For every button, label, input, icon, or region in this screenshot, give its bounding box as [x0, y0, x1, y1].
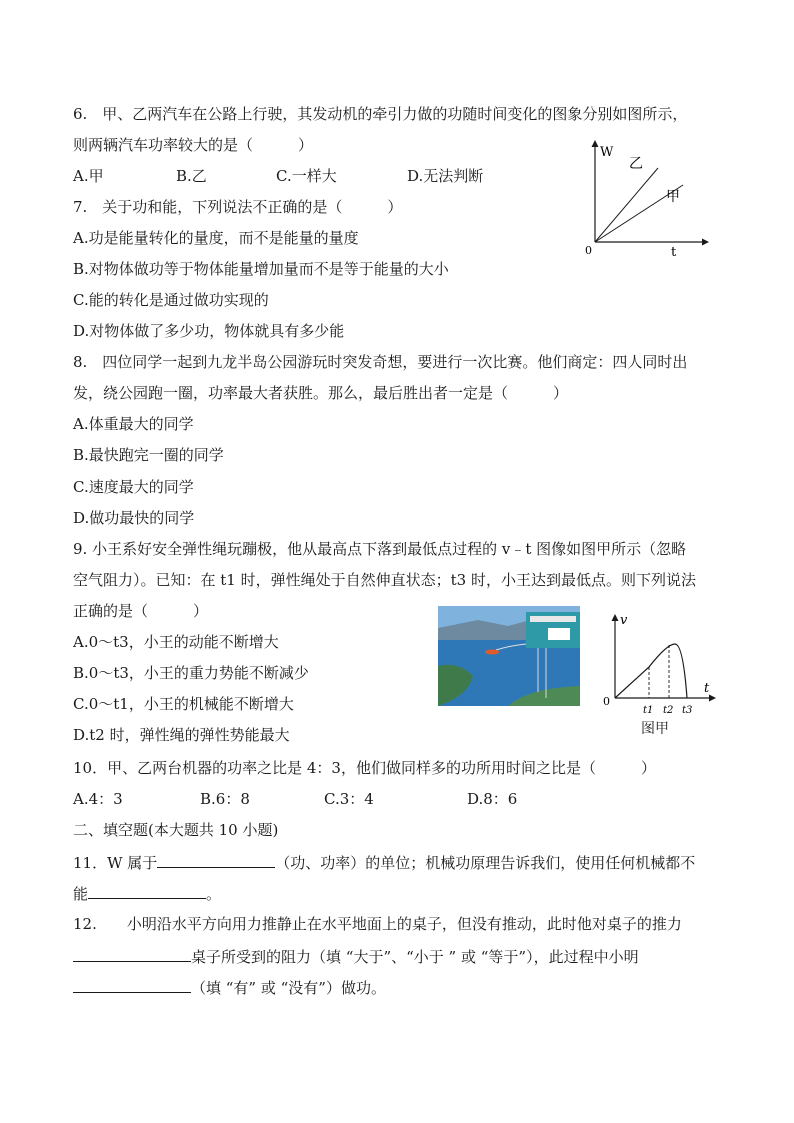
q12-line2: [73, 945, 639, 967]
q11-text-3: 能: [73, 885, 89, 903]
q8-option-c: C.速度最大的同学: [73, 478, 194, 496]
q11-blank-1[interactable]: [157, 851, 275, 868]
q7-option-c: C.能的转化是通过做功实现的: [73, 291, 269, 309]
q11-text-4: 。: [206, 885, 222, 903]
q6-y-arrow: [592, 140, 599, 147]
bungee-photo: [438, 606, 580, 706]
q6-x-label: t: [671, 245, 677, 258]
q8-option-d: D.做功最快的同学: [73, 509, 195, 527]
q11-text-1: 11．W 属于: [73, 854, 158, 872]
q8-stem-line1: 8. 四位同学一起到九龙半岛公园游玩时突发奇想，要进行一次比赛。他们商定：四人同时出: [73, 353, 688, 371]
q10-option-c: C.3：4: [324, 790, 374, 808]
q6-stem-line2: 则两辆汽车功率较大的是（ ）: [73, 136, 314, 154]
q9-option-d: D.t2 时，弹性绳的弹性势能最大: [73, 726, 290, 744]
q6-origin-label: 0: [585, 244, 592, 257]
q8-option-b: B.最快跑完一圈的同学: [73, 446, 224, 464]
q6-option-b: B.乙: [176, 167, 207, 185]
q6-x-arrow: [702, 239, 709, 246]
q7-option-a: A.功是能量转化的量度，而不是能量的量度: [73, 229, 359, 247]
q11-blank-2[interactable]: [88, 882, 206, 899]
q9-velocity-curve: [615, 644, 687, 698]
q7-stem: 7. 关于功和能，下列说法不正确的是（ ）: [73, 198, 403, 216]
q8-option-a: A.体重最大的同学: [73, 415, 194, 433]
q9-velocity-time-graph: [597, 612, 717, 720]
q9-origin-label: 0: [603, 695, 610, 708]
q6-jia-label: 甲: [666, 189, 680, 205]
q9-option-b: B.0～t3，小王的重力势能不断减少: [73, 664, 309, 682]
photo-jumper: [485, 650, 499, 655]
q9-figure-caption: 图甲: [641, 721, 669, 737]
q9-y-arrow: [612, 614, 619, 621]
q12-line3: [73, 976, 386, 998]
q7-option-d: D.对物体做了多少功，物体就具有多少能: [73, 322, 345, 340]
q11-line2: [73, 882, 221, 904]
q10-option-b: B.6：8: [200, 790, 250, 808]
q12-text-2: 桌子所受到的阻力（填 “大于”、“小于 ” 或 “等于”），此过程中小明: [191, 948, 639, 966]
q12-blank-1[interactable]: [73, 945, 191, 962]
q12-blank-2[interactable]: [73, 976, 191, 993]
q7-option-b: B.对物体做功等于物体能量增加量而不是等于能量的大小: [73, 260, 449, 278]
q10-stem: 10．甲、乙两台机器的功率之比是 4：3，他们做同样多的功所用时间之比是（ ）: [73, 759, 656, 777]
q6-line-yi: [595, 168, 658, 242]
q12-line1: 12. 小明沿水平方向用力推静止在水平地面上的桌子，但没有推动，此时他对桌子的推力: [73, 915, 682, 933]
q9-t2-label: t2: [663, 705, 674, 716]
q9-stem-line3: 正确的是（ ）: [73, 602, 209, 620]
q9-option-a: A.0～t3，小王的动能不断增大: [73, 633, 279, 651]
q10-option-a: A.4：3: [73, 790, 123, 808]
q10-option-d: D.8：6: [467, 790, 518, 808]
q9-x-label: t: [704, 681, 710, 696]
q8-stem-line2: 发，绕公园跑一圈，功率最大者获胜。那么，最后胜出者一定是（ ）: [73, 384, 569, 402]
q6-yi-label: 乙: [629, 156, 643, 172]
q9-x-arrow: [709, 695, 716, 702]
q11-text-2: （功、功率）的单位；机械功原理告诉我们，使用任何机械都不: [275, 854, 696, 872]
q9-stem-line1: 9. 小王系好安全弹性绳玩蹦极，他从最高点下落到最低点过程的 v﹣t 图像如图甲所示（忽略: [73, 540, 687, 558]
photo-platform-rail: [530, 616, 576, 622]
q9-y-label: v: [620, 613, 628, 628]
photo-platform-sign: [548, 628, 570, 640]
q6-work-time-graph: [580, 138, 710, 258]
section-fill-in-title: 二、填空题(本大题共 10 小题): [73, 821, 279, 839]
q9-option-c: C.0～t1，小王的机械能不断增大: [73, 695, 294, 713]
q6-option-c: C.一样大: [276, 167, 337, 185]
q9-t1-label: t1: [643, 705, 654, 716]
q12-text-3: （填 “有” 或 “没有”）做功。: [191, 979, 386, 997]
q9-stem-line2: 空气阻力）。已知：在 t1 时，弹性绳处于自然伸直状态；t3 时，小王达到最低点。则下列说法: [73, 571, 696, 589]
q6-option-d: D.无法判断: [407, 167, 484, 185]
q9-t3-label: t3: [682, 705, 693, 716]
q6-stem-line1: 6. 甲、乙两汽车在公路上行驶，其发动机的牵引力做的功随时间变化的图象分别如图所示，: [73, 105, 688, 123]
q6-y-label: W: [600, 145, 614, 160]
q11-line1: [73, 851, 695, 873]
q6-option-a: A.甲: [73, 167, 104, 185]
